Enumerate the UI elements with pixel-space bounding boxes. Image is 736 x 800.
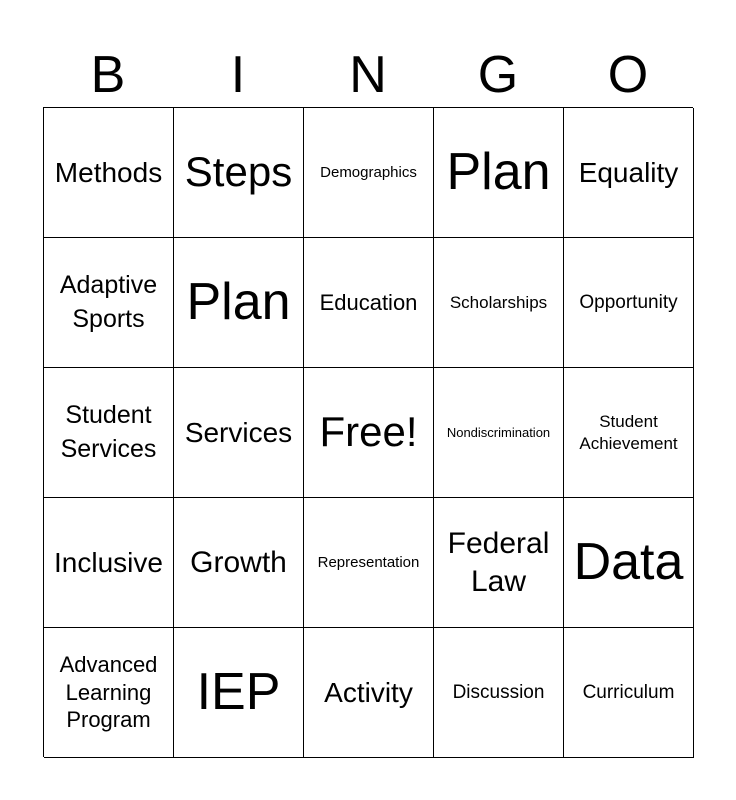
cell-label: Opportunity — [579, 291, 678, 313]
bingo-cell[interactable] — [174, 498, 304, 628]
bingo-cell[interactable] — [304, 498, 434, 628]
bingo-cell[interactable] — [44, 498, 174, 628]
bingo-cell[interactable] — [564, 498, 694, 628]
bingo-cell[interactable] — [564, 368, 694, 498]
bingo-cell[interactable] — [44, 628, 174, 758]
bingo-cell[interactable] — [44, 368, 174, 498]
bingo-cell[interactable] — [44, 238, 174, 368]
bingo-header — [43, 42, 693, 108]
cell-label: Data — [573, 533, 684, 592]
cell-label: Student Achievement — [579, 412, 678, 453]
bingo-cell[interactable] — [174, 368, 304, 498]
cell-label: Education — [319, 289, 418, 315]
bingo-cell[interactable] — [564, 108, 694, 238]
cell-label: Steps — [184, 148, 293, 196]
cell-label: Equality — [578, 157, 679, 188]
cell-label: Free! — [319, 408, 418, 456]
bingo-cell[interactable] — [564, 238, 694, 368]
cell-label: Curriculum — [582, 681, 675, 703]
cell-label: Advanced Learning Program — [59, 652, 158, 733]
bingo-cell[interactable] — [434, 498, 564, 628]
cell-label: Scholarships — [449, 292, 548, 312]
cell-label: Student Services — [60, 400, 157, 463]
bingo-cell[interactable] — [434, 108, 564, 238]
cell-label: Services — [184, 417, 293, 448]
bingo-cell[interactable] — [564, 628, 694, 758]
bingo-cell[interactable] — [434, 238, 564, 368]
bingo-cell[interactable] — [304, 628, 434, 758]
cell-label: Adaptive Sports — [59, 270, 158, 333]
header-letter-g: G — [477, 46, 519, 104]
bingo-cell[interactable] — [174, 628, 304, 758]
bingo-cell[interactable] — [174, 108, 304, 238]
cell-label: Nondiscrimination — [446, 424, 551, 440]
cell-label: Activity — [324, 677, 413, 708]
cell-label: Discussion — [452, 681, 545, 703]
bingo-board — [43, 107, 693, 757]
cell-label: IEP — [196, 663, 281, 722]
cell-label: Methods — [54, 157, 163, 188]
cell-label: Growth — [190, 545, 287, 579]
bingo-cell[interactable] — [304, 108, 434, 238]
cell-label: Inclusive — [54, 547, 163, 578]
header-letter-o: O — [607, 46, 649, 104]
header-letter-n: N — [349, 46, 387, 104]
cell-label: Plan — [186, 273, 291, 332]
bingo-cell[interactable] — [304, 238, 434, 368]
bingo-cell[interactable] — [304, 368, 434, 498]
cell-label: Demographics — [320, 163, 417, 181]
cell-label: Plan — [446, 143, 551, 202]
cell-label: Representation — [317, 553, 420, 571]
cell-label: Federal Law — [447, 527, 550, 598]
header-letter-i: I — [230, 46, 246, 104]
bingo-cell[interactable] — [434, 628, 564, 758]
bingo-cell[interactable] — [434, 368, 564, 498]
header-letter-b: B — [90, 46, 126, 104]
bingo-cell[interactable] — [174, 238, 304, 368]
bingo-cell[interactable] — [44, 108, 174, 238]
